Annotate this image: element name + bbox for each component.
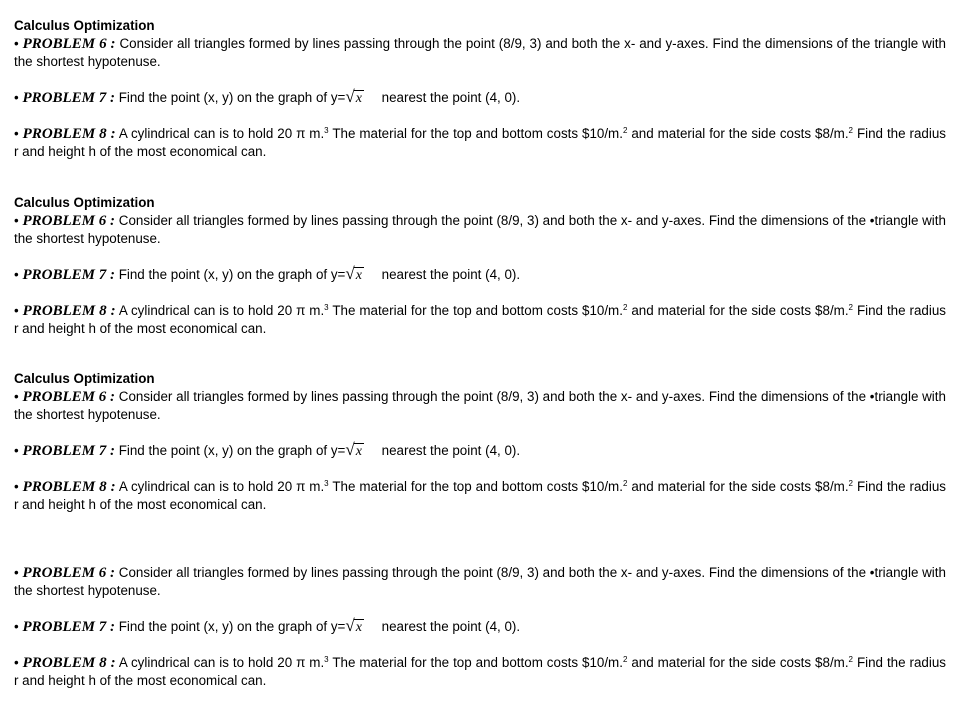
problem-6	[14, 35, 946, 71]
problem-6-tail: triangle with the shortest hypotenuse.	[14, 565, 946, 598]
problem-6-tail-bullet: •	[869, 565, 875, 580]
problem-6-text: Consider all triangles formed by lines passing through the point (8/9, 3) and both the x- and y-axes. Find the dimensions of the	[118, 389, 867, 404]
problem-7-text: Find the point (x, y) on the graph of y=	[118, 443, 346, 458]
bullet: •	[14, 479, 19, 494]
problem-6-tail: triangle with the shortest hypotenuse.	[14, 389, 946, 422]
problem-6-tail-bullet: •	[869, 213, 875, 228]
bullet: •	[14, 443, 19, 458]
problem-7	[14, 617, 946, 637]
problem-7-label: PROBLEM 7 :	[22, 90, 115, 106]
problem-8: • PROBLEM 8 : A cylindrical can is to hold 20 π m.$^3$ The material for the top and bottom costs $10/m.$^2$ and material for the side costs $8/m.$^2$ Find the radius r and height h of the most economical can.	[14, 479, 946, 512]
problem-8: • PROBLEM 8 : A cylindrical can is to hold 20 π m.$^3$ The material for the top and bottom costs $10/m.$^2$ and material for the side costs $8/m.$^2$ Find the radius r and height h of the most economical can.	[14, 126, 946, 159]
sqrt-x-formula: √x	[345, 440, 362, 459]
problem-7-text: Find the point (x, y) on the graph of y=	[118, 267, 346, 282]
section-3	[14, 370, 946, 514]
bullet: •	[14, 267, 19, 282]
problem-6-text: Consider all triangles formed by lines passing through the point (8/9, 3) and both the x- and y-axes. Find the dimensions of the	[118, 213, 867, 228]
problem-8: • PROBLEM 8 : A cylindrical can is to hold 20 π m.$^3$ The material for the top and bottom costs $10/m.$^2$ and material for the side costs $8/m.$^2$ Find the radius r and height h of the most economical can.	[14, 303, 946, 336]
problem-7-text: Find the point (x, y) on the graph of y=	[118, 90, 346, 105]
problem-6-label: PROBLEM 6 :	[22, 213, 116, 229]
problem-6-tail: triangle with the shortest hypotenuse.	[14, 213, 946, 246]
bullet: •	[14, 565, 19, 580]
problem-7-after: nearest the point (4, 0).	[381, 619, 521, 634]
problem-6	[14, 564, 946, 600]
bullet: •	[14, 126, 19, 141]
problem-8-label: PROBLEM 8 :	[22, 303, 116, 319]
sqrt-x-formula: √x	[345, 264, 362, 283]
problem-6-text: Consider all triangles formed by lines passing through the point (8/9, 3) and both the x- and y-axes. Find the dimensions of the	[118, 565, 867, 580]
sqrt-x-formula: √x	[345, 87, 362, 106]
problem-8-label: PROBLEM 8 :	[22, 655, 116, 671]
section-heading: Calculus Optimization	[14, 18, 155, 33]
problem-7-label: PROBLEM 7 :	[22, 267, 115, 283]
section-heading: Calculus Optimization	[14, 195, 155, 210]
problem-8: • PROBLEM 8 : A cylindrical can is to hold 20 π m.$^3$ The material for the top and bottom costs $10/m.$^2$ and material for the side costs $8/m.$^2$ Find the radius r and height h of the most economical can.	[14, 655, 946, 688]
problem-7	[14, 265, 946, 285]
problem-7	[14, 441, 946, 461]
problem-6	[14, 212, 946, 248]
problem-6-tail: triangle with the shortest hypotenuse.	[14, 36, 946, 69]
bullet: •	[14, 303, 19, 318]
problem-6-tail-bullet: •	[869, 389, 875, 404]
bullet: •	[14, 655, 19, 670]
section-4	[14, 564, 946, 690]
problem-7-after: nearest the point (4, 0).	[381, 90, 521, 105]
sqrt-x-formula: √x	[345, 616, 362, 635]
bullet: •	[14, 36, 19, 51]
problem-7-label: PROBLEM 7 :	[22, 619, 115, 635]
bullet: •	[14, 213, 19, 228]
section-heading: Calculus Optimization	[14, 371, 155, 386]
section-2	[14, 194, 946, 338]
problem-6-text: Consider all triangles formed by lines passing through the point (8/9, 3) and both the x- and y-axes. Find the dimensions of the	[119, 36, 871, 51]
problem-8-label: PROBLEM 8 :	[22, 479, 116, 495]
problem-6-label: PROBLEM 6 :	[22, 389, 116, 405]
bullet: •	[14, 90, 19, 105]
problem-8-label: PROBLEM 8 :	[22, 126, 116, 142]
problem-7-after: nearest the point (4, 0).	[381, 443, 521, 458]
problem-7-label: PROBLEM 7 :	[22, 443, 115, 459]
problem-6-label: PROBLEM 6 :	[22, 36, 116, 52]
problem-6-label: PROBLEM 6 :	[22, 565, 116, 581]
problem-7	[14, 88, 946, 108]
problem-7-after: nearest the point (4, 0).	[381, 267, 521, 282]
bullet: •	[14, 619, 19, 634]
problem-6	[14, 388, 946, 424]
bullet: •	[14, 389, 19, 404]
problem-7-text: Find the point (x, y) on the graph of y=	[118, 619, 346, 634]
section-1	[14, 17, 946, 161]
